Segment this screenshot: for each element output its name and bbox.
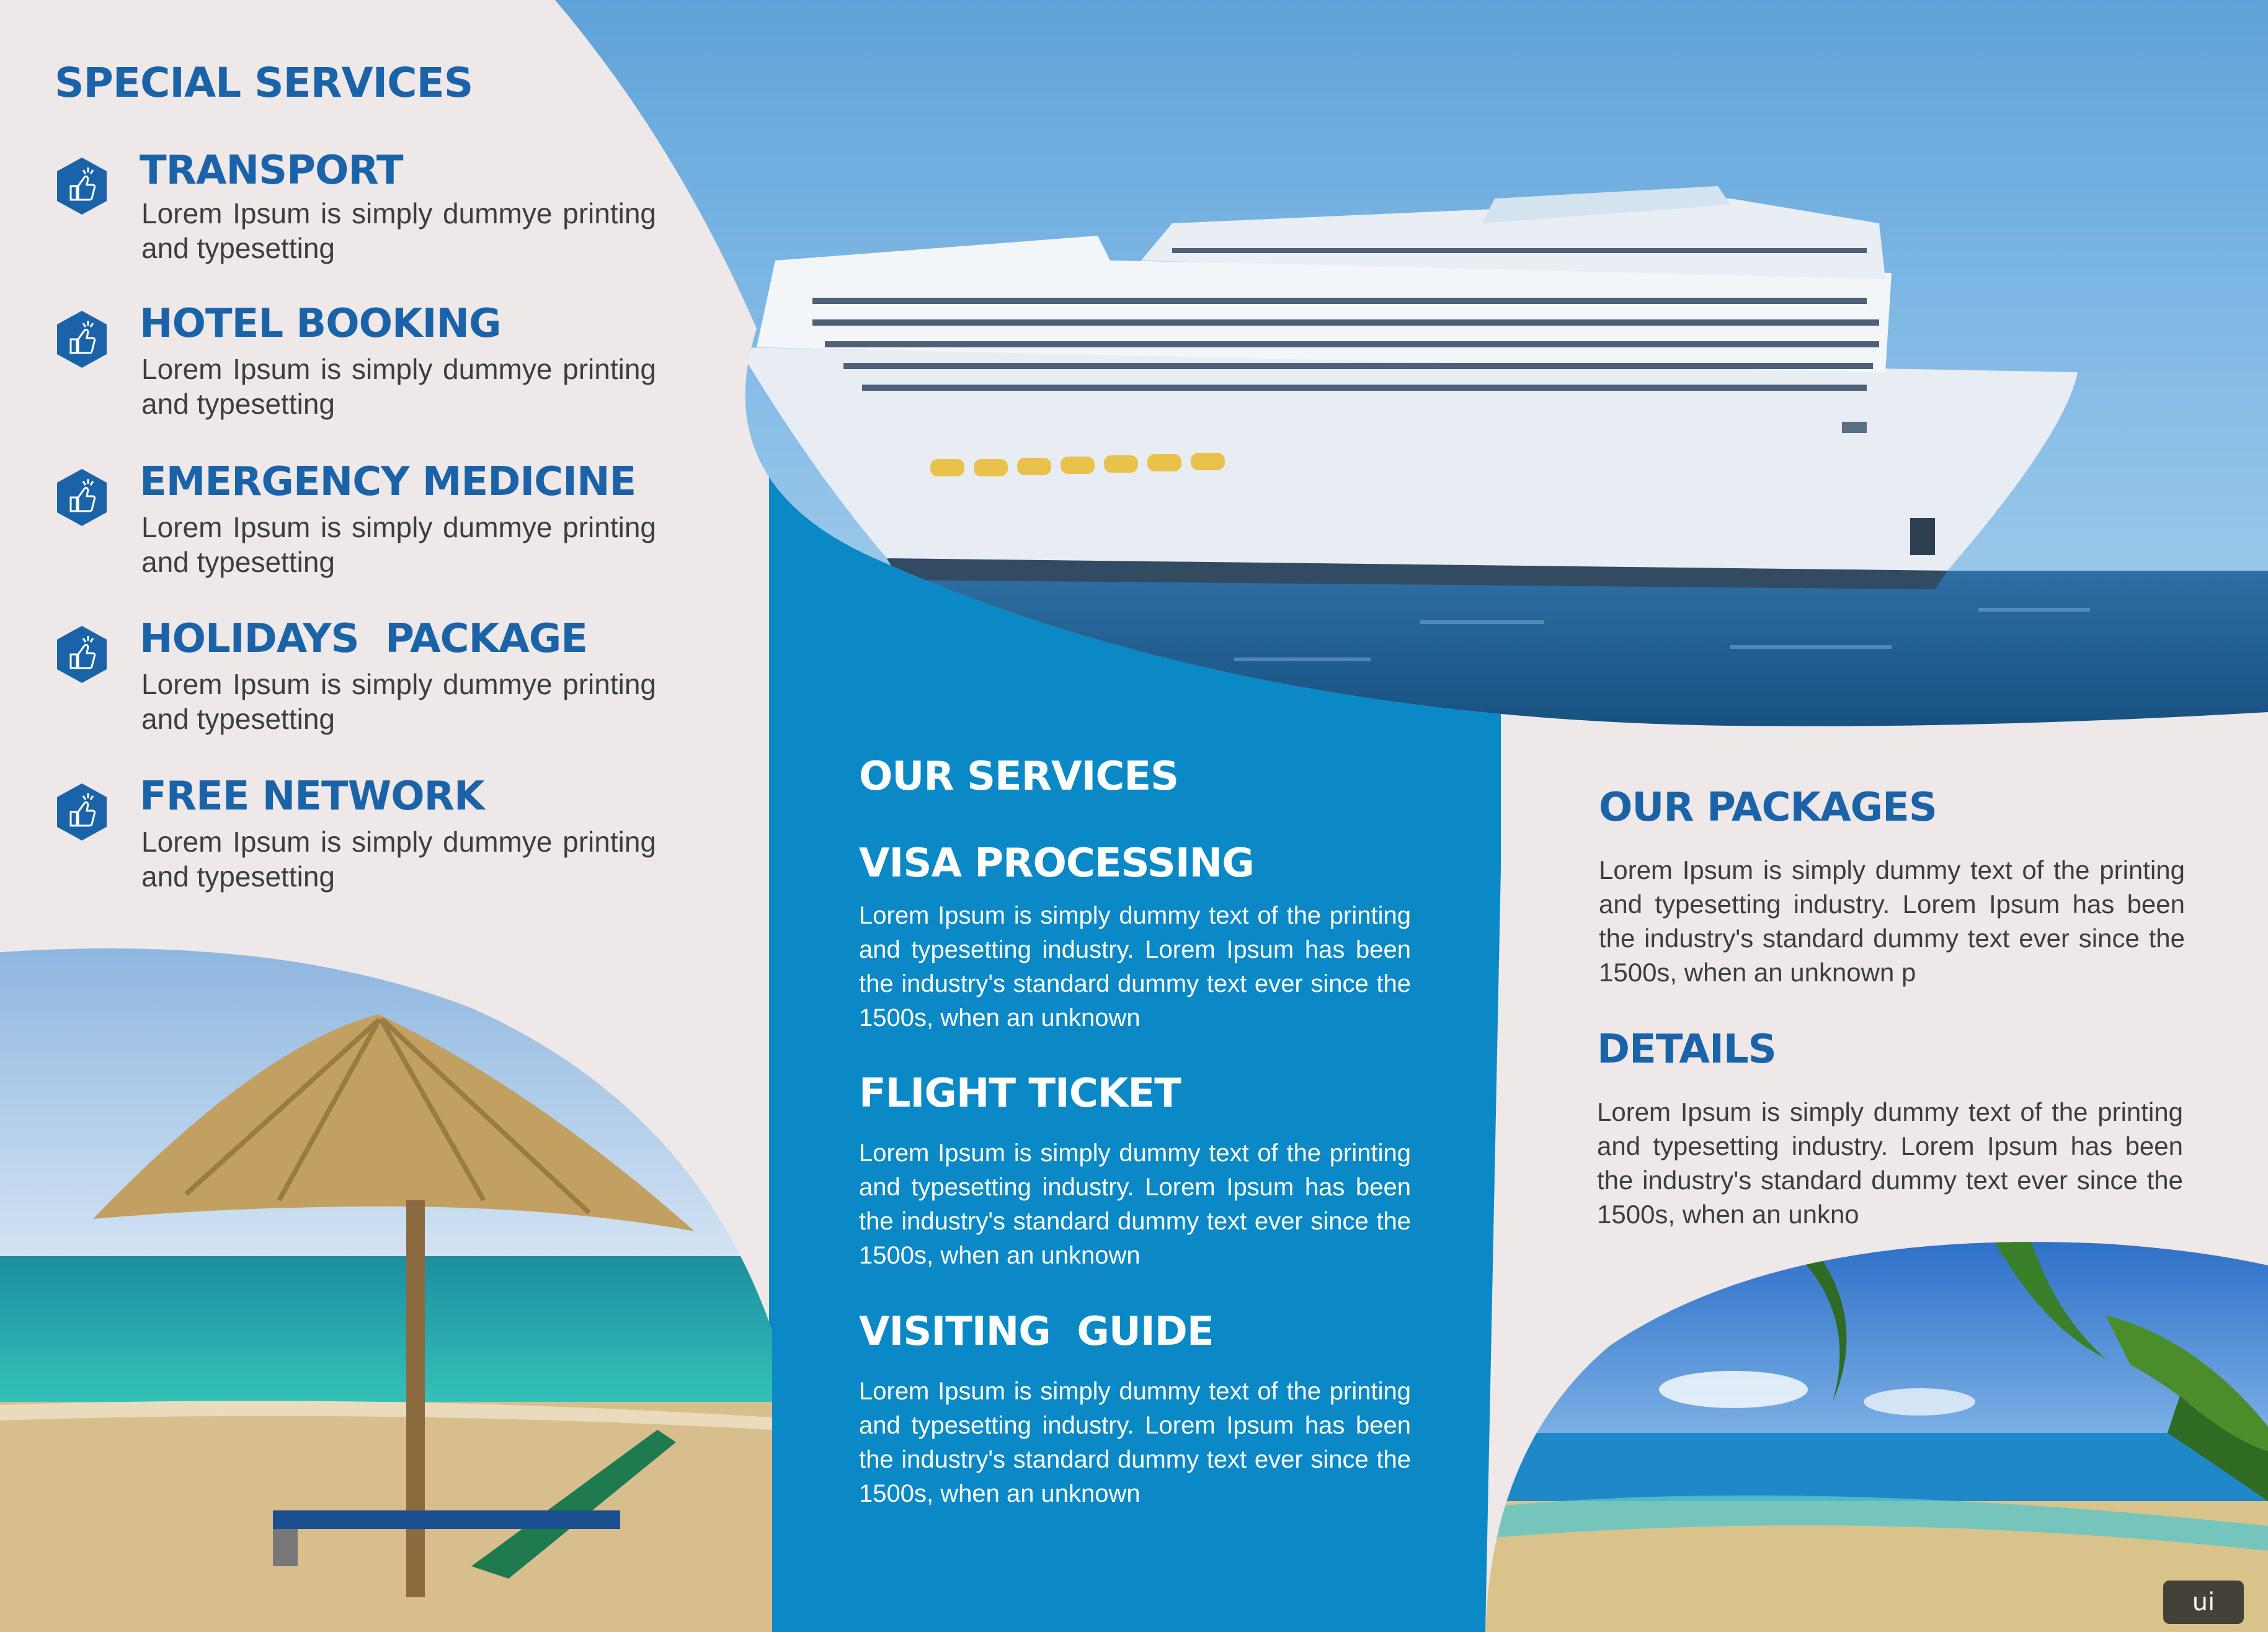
cruise-ship-photo [552,0,2268,732]
thumbs-up-icon [56,310,108,369]
service-description: Lorem Ipsum is simply dummye printing and typesetting [141,826,656,893]
details-description: Lorem Ipsum is simply dummy text of the printing and typesetting industry. Lorem Ipsum has been the industry's standard dummy text ever since the 1500s, when an unkno [1597,1097,2183,1229]
service-section-flight-ticket [859,1071,1411,1273]
our-packages-description: Lorem Ipsum is simply dummy text of the printing and typesetting industry. Lorem Ipsum has been the industry's standard dummy text ever since the 1500s, when an unknown p [1599,855,2185,987]
service-description: Lorem Ipsum is simply dummye printing and typesetting [141,353,656,420]
service-section-visiting-guide [859,1309,1411,1511]
tropical-beach-photo [1485,1241,2268,1632]
watermark-logo: ui [2163,1581,2244,1624]
service-description: Lorem Ipsum is simply dummye printing and typesetting [141,197,656,264]
section-description: Lorem Ipsum is simply dummy text of the printing and typesetting industry. Lorem Ipsum has been the industry's standard dummy text ever since the 1500s, when an unknown [859,902,1411,1032]
service-title: FREE NETWORK [140,774,484,819]
thumbs-up-icon [56,782,108,842]
our-packages-block [1599,785,2185,989]
section-description: Lorem Ipsum is simply dummy text of the printing and typesetting industry. Lorem Ipsum has been the industry's standard dummy text ever since the 1500s, when an unknown [859,1139,1411,1269]
service-title: EMERGENCY MEDICINE [140,459,636,505]
our-packages-title: OUR PACKAGES [1599,785,1937,831]
section-title: VISITING GUIDE [859,1309,1214,1355]
section-title: FLIGHT TICKET [859,1071,1181,1117]
service-title: HOLIDAYS PACKAGE [140,616,587,662]
special-services-title: SPECIAL SERVICES [55,59,473,107]
details-title: DETAILS [1597,1027,1776,1072]
our-services-title: OUR SERVICES [859,754,1179,800]
thumbs-up-icon [56,625,108,684]
service-title: HOTEL BOOKING [140,301,501,347]
thumbs-up-icon [56,156,108,216]
thumbs-up-icon [56,468,108,527]
service-description: Lorem Ipsum is simply dummye printing and typesetting [141,668,656,735]
beach-umbrella-photo [0,946,772,1632]
section-description: Lorem Ipsum is simply dummy text of the printing and typesetting industry. Lorem Ipsum has been the industry's standard dummy text ever since the 1500s, when an unknown [859,1378,1411,1507]
section-title: VISA PROCESSING [859,841,1254,886]
service-section-visa-processing [859,841,1411,1035]
details-block [1597,1027,2183,1231]
service-description: Lorem Ipsum is simply dummye printing and typesetting [141,511,656,578]
service-title: TRANSPORT [140,148,403,194]
